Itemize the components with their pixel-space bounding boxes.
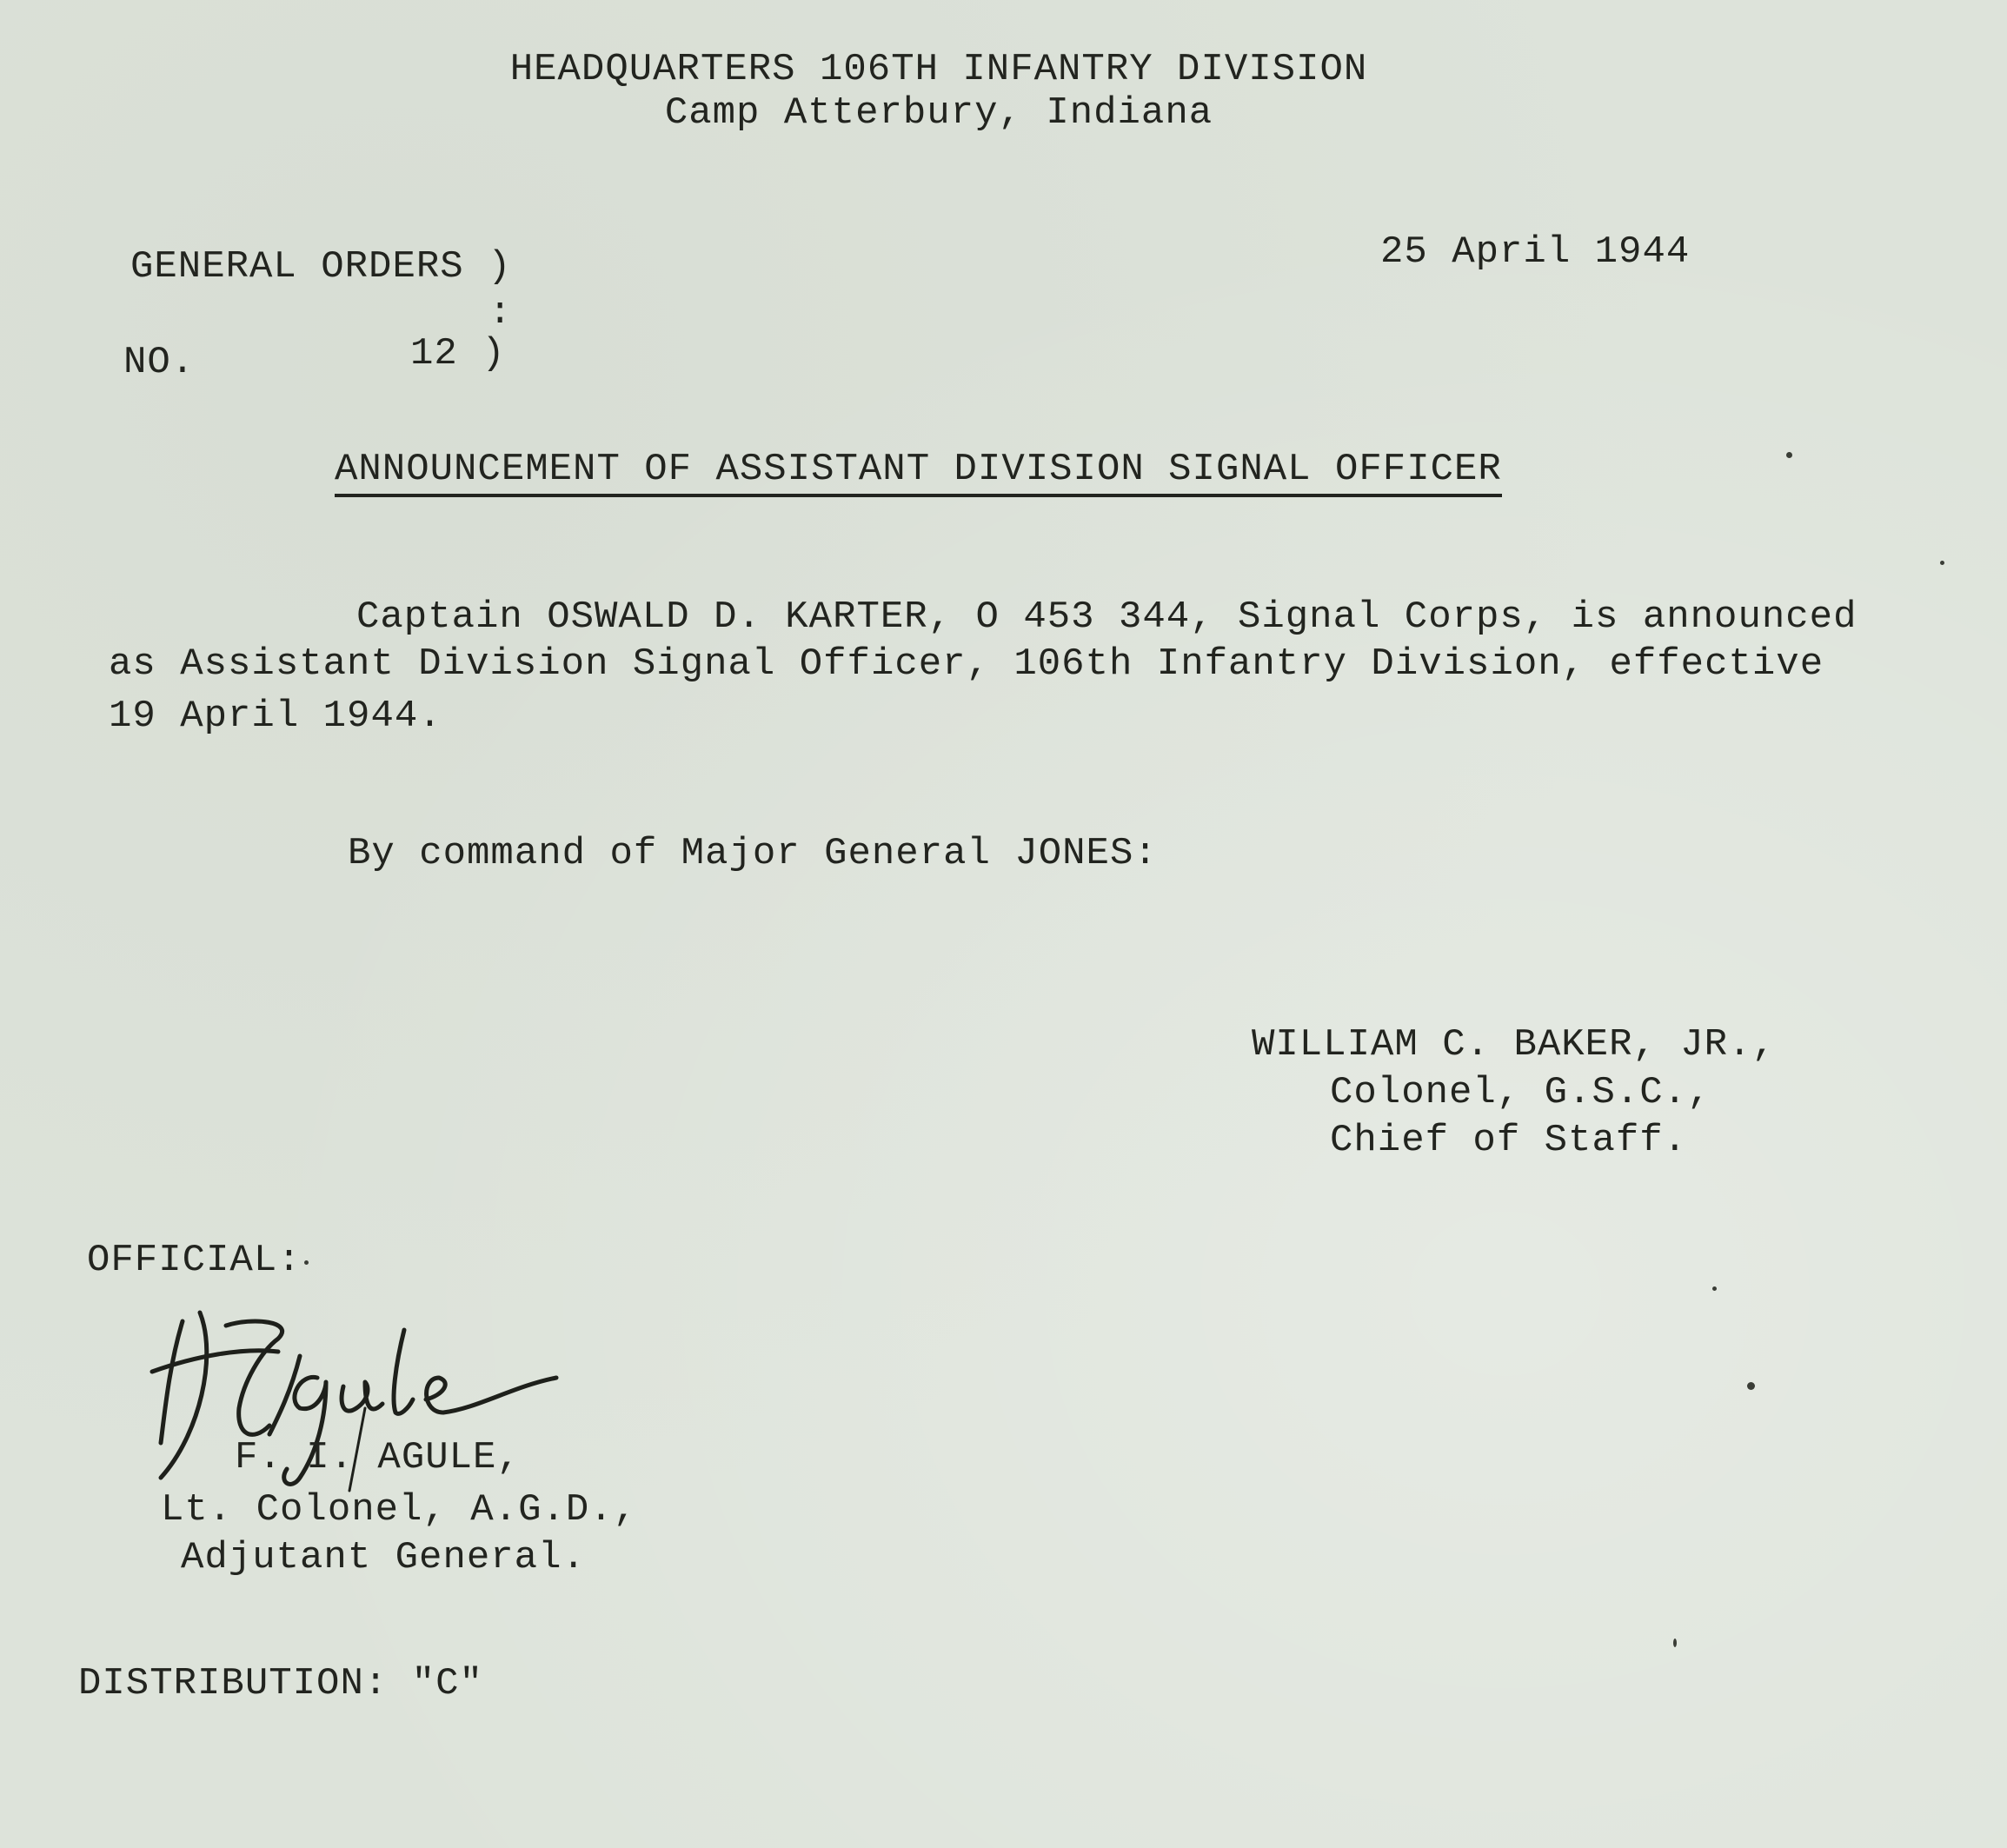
paper-speck <box>1712 1286 1717 1291</box>
order-colon: : <box>488 291 513 335</box>
order-date: 25 April 1944 <box>1380 230 1691 274</box>
body-line-3: 19 April 1944. <box>109 695 442 738</box>
header-line-2: Camp Atterbury, Indiana <box>664 91 1213 135</box>
chief-rank: Colonel, G.S.C., <box>1330 1071 1711 1114</box>
official-title: Adjutant General. <box>181 1536 586 1579</box>
command-line: By command of Major General JONES: <box>348 832 1158 875</box>
order-number: 12 ) <box>410 332 506 376</box>
paper-speck <box>304 1260 309 1265</box>
body-line-1: Captain OSWALD D. KARTER, O 453 344, Signal Corps, is announced <box>356 595 1857 639</box>
body-line-2: as Assistant Division Signal Officer, 106th Infantry Division, effective <box>109 642 1824 686</box>
paper-speck <box>1786 452 1792 458</box>
order-no-label: NO. <box>123 341 196 384</box>
general-orders-label: GENERAL ORDERS ) <box>130 245 512 289</box>
official-label: OFFICIAL: <box>87 1239 302 1282</box>
paper-speck <box>1747 1382 1755 1390</box>
paper-speck <box>1673 1639 1677 1647</box>
paper-speck <box>1940 561 1944 565</box>
header-line-1: HEADQUARTERS 106TH INFANTRY DIVISION <box>509 48 1368 91</box>
official-name: F. I. AGULE, <box>235 1436 521 1479</box>
official-rank: Lt. Colonel, A.G.D., <box>161 1488 638 1532</box>
announcement-title: ANNOUNCEMENT OF ASSISTANT DIVISION SIGNAL OFFICER <box>335 450 1502 497</box>
chief-name: WILLIAM C. BAKER, JR., <box>1252 1023 1776 1067</box>
chief-title: Chief of Staff. <box>1330 1119 1688 1162</box>
distribution-line: DISTRIBUTION: "C" <box>78 1662 483 1705</box>
